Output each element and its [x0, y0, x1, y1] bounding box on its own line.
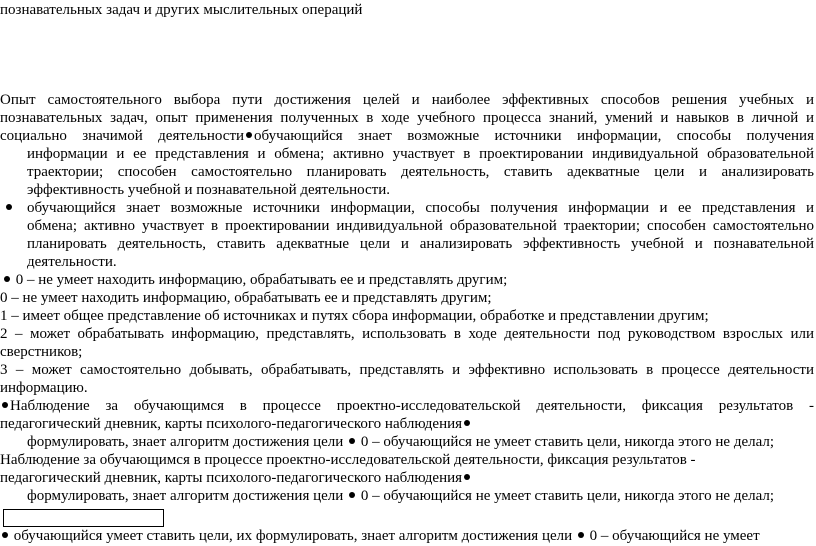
bullet-icon	[464, 420, 470, 426]
bullet-icon	[464, 474, 470, 480]
text-fragment: социально значимой деятельности	[0, 128, 245, 144]
bullet-icon	[2, 532, 8, 538]
text-line: траектории; способен самостоятельно планировать деятельность, ставить адекватные цели и анализировать	[27, 164, 814, 180]
bullet-icon	[349, 492, 355, 498]
text-line	[0, 398, 814, 415]
text-fragment: 0 – не умеет находить информацию, обрабатывать ее и представлять другим;	[15, 272, 508, 288]
text-line: 0 – не умеет находить информацию, обрабатывать ее и представлять другим;	[0, 290, 492, 306]
bullet-icon	[349, 438, 355, 444]
header-line: познавательных задач и других мыслительных операций	[0, 2, 363, 18]
text-fragment: Наблюдение за обучающимся в процессе проектно-исследовательской деятельности, фиксация результатов -	[10, 398, 814, 414]
bullet-icon-wrap	[4, 200, 14, 217]
text-line: планировать деятельность, ставить адекватные цели и анализировать эффективность учебной и познавательной	[27, 236, 814, 252]
text-line	[0, 416, 472, 433]
bullet-icon	[6, 204, 12, 210]
text-line: информации и ее представления и обмена; активно участвует в проектировании индивидуальной образовательной	[27, 146, 814, 162]
text-fragment: формулировать, знает алгоритм достижения цели	[27, 434, 344, 450]
text-line: Наблюдение за обучающимся в процессе проектно-исследовательской деятельности, фиксация результатов -	[0, 452, 696, 468]
text-fragment: обучающийся умеет ставить цели, их формулировать, знает алгоритм достижения цели	[13, 528, 573, 544]
bullet-icon	[2, 402, 8, 408]
text-line: сверстников;	[0, 344, 83, 360]
bullet-icon	[4, 276, 10, 282]
bullet-icon	[578, 532, 584, 538]
text-line: 1 – имеет общее представление об источниках и путях сбора информации, обработке и представлении другим;	[0, 308, 709, 324]
text-fragment: обучающийся знает возможные источники информации, способы получения	[254, 128, 814, 144]
empty-table-cell	[3, 509, 164, 527]
text-line	[27, 434, 774, 451]
text-fragment: формулировать, знает алгоритм достижения цели	[27, 488, 344, 504]
text-line	[0, 470, 472, 487]
text-line: обмена; активно участвует в проектировании индивидуальной образовательной траектории; способен самостоятельно	[27, 218, 814, 234]
text-line: познавательных задач, опыт применения полученных в ходе учебного процесса знаний, умений и навыков в личной и	[0, 110, 814, 126]
text-fragment: 0 – обучающийся не умеет	[589, 528, 760, 544]
text-line: информацию.	[0, 380, 88, 396]
text-line: 2 – может обрабатывать информацию, представлять, использовать в ходе деятельности под руководством взрослых или	[0, 326, 814, 342]
text-line: деятельности.	[27, 254, 117, 270]
text-fragment: 0 – обучающийся не умеет ставить цели, никогда этого не делал;	[360, 488, 775, 504]
text-line	[0, 528, 760, 545]
text-line: 3 – может самостоятельно добывать, обрабатывать, представлять и эффективно использовать в процессе деятельности	[0, 362, 814, 378]
text-line: эффективность учебной и познавательной деятельности.	[27, 182, 390, 198]
bullet-icon	[246, 132, 252, 138]
text-fragment: 0 – обучающийся не умеет ставить цели, никогда этого не делал;	[360, 434, 775, 450]
text-fragment: педагогический дневник, карты психолого-педагогического наблюдения	[0, 470, 463, 486]
text-line: обучающийся знает возможные источники информации, способы получения информации и ее представления и	[27, 200, 814, 216]
text-fragment: педагогический дневник, карты психолого-педагогического наблюдения	[0, 416, 463, 432]
text-line	[27, 488, 774, 505]
text-line: Опыт самостоятельного выбора пути достижения целей и наиболее эффективных способов решения учебных и	[0, 92, 814, 108]
text-line	[0, 128, 814, 145]
text-line	[2, 272, 507, 289]
